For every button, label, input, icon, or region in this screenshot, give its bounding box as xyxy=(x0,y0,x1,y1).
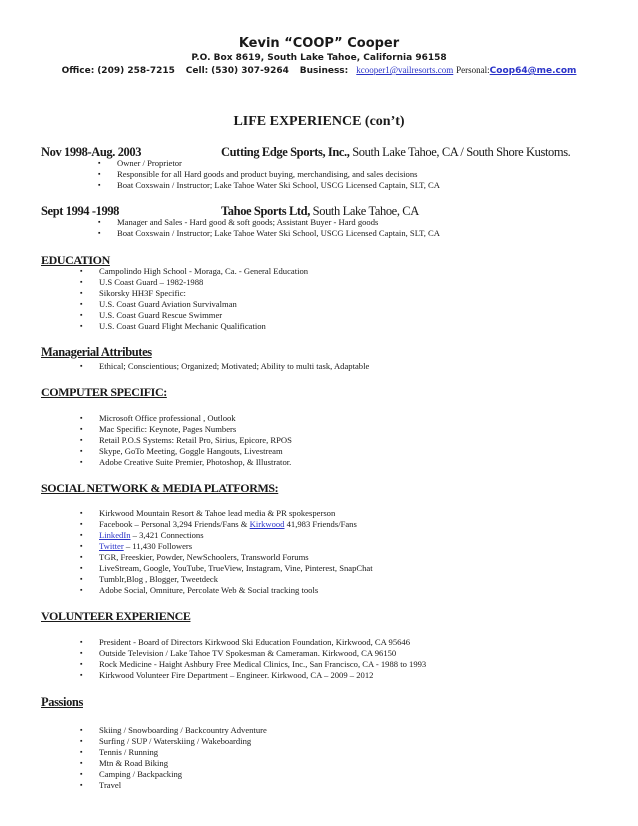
bullet-icon: ▪ xyxy=(80,649,83,657)
bullet-icon: ▪ xyxy=(80,737,83,745)
bullet-icon: ▪ xyxy=(80,671,83,679)
list-item: ▪ Boat Coxswain / Instructor; Lake Tahoe Water Ski School, USCG Licensed Captain, SLT, CA xyxy=(98,228,440,238)
bullet-icon: ▪ xyxy=(80,289,83,297)
bullet-icon: ▪ xyxy=(80,531,83,539)
bullet-icon: ▪ xyxy=(80,586,83,594)
list-item: ▪ Travel xyxy=(80,780,122,790)
bullet-icon: ▪ xyxy=(80,564,83,572)
list-item: ▪ Outside Television / Lake Tahoe TV Spokesman & Cameraman. Kirkwood, CA 96150 xyxy=(80,648,397,658)
bullet-icon: ▪ xyxy=(80,425,83,433)
cell-phone: (530) 307-9264 xyxy=(211,66,289,76)
list-item: ▪ Kirkwood Mountain Resort & Tahoe lead media & PR spokesperson xyxy=(80,508,336,518)
bullet-icon: ▪ xyxy=(80,322,83,330)
bullet-icon: ▪ xyxy=(98,181,101,189)
job-dates: Nov 1998-Aug. 2003 xyxy=(41,145,142,159)
list-item: ▪ Ethical; Conscientious; Organized; Motivated; Ability to multi task, Adaptable xyxy=(80,361,370,371)
list-item: ▪ Retail P.O.S Systems: Retail Pro, Sirius, Epicore, RPOS xyxy=(80,435,292,445)
bullet-icon: ▪ xyxy=(80,781,83,789)
bullet-icon: ▪ xyxy=(80,300,83,308)
education-heading: EDUCATION xyxy=(41,253,110,267)
job-company: Tahoe Sports Ltd, xyxy=(221,204,310,218)
office-phone: (209) 258-7215 xyxy=(97,66,175,76)
managerial-heading: Managerial Attributes xyxy=(41,345,152,359)
list-item: ▪ U.S Coast Guard – 1982-1988 xyxy=(80,277,204,287)
list-item: ▪ Tennis / Running xyxy=(80,747,159,757)
bullet-icon: ▪ xyxy=(80,447,83,455)
bullet-icon: ▪ xyxy=(80,414,83,422)
list-item: ▪ Adobe Creative Suite Premier, Photoshop, & Illustrator. xyxy=(80,457,292,467)
bullet-icon: ▪ xyxy=(80,542,83,550)
bullet-icon: ▪ xyxy=(80,660,83,668)
twitter-link[interactable]: Twitter xyxy=(99,541,124,551)
list-item: ▪ U.S. Coast Guard Rescue Swimmer xyxy=(80,310,223,320)
list-item: ▪ Manager and Sales - Hard good & soft goods; Assistant Buyer - Hard goods xyxy=(98,217,379,227)
list-item: ▪ Mac Specific: Keynote, Pages Numbers xyxy=(80,424,237,434)
address-line: P.O. Box 8619, South Lake Tahoe, California 96158 xyxy=(191,53,447,63)
office-label: Office: xyxy=(61,66,95,76)
volunteer-heading: VOLUNTEER EXPERIENCE xyxy=(41,609,191,623)
list-item: ▪ TGR, Freeskier, Powder, NewSchoolers, Transworld Forums xyxy=(80,552,309,562)
job-dates: Sept 1994 -1998 xyxy=(41,204,120,218)
list-item: ▪ Kirkwood Volunteer Fire Department – Engineer. Kirkwood, CA – 2009 – 2012 xyxy=(80,670,374,680)
bullet-icon: ▪ xyxy=(98,229,101,237)
resume-name: Kevin “COOP” Cooper xyxy=(238,36,400,51)
bullet-icon: ▪ xyxy=(80,770,83,778)
contact-line xyxy=(0,65,638,76)
computer-heading: COMPUTER SPECIFIC: xyxy=(41,385,167,399)
job-location: South Lake Tahoe, CA / South Shore Kustoms. xyxy=(349,145,571,159)
list-item: ▪ LinkedIn – 3,421 Connections xyxy=(80,530,204,540)
list-item: ▪ LiveStream, Google, YouTube, TrueView, Instagram, Vine, Pinterest, SnapChat xyxy=(80,563,373,573)
business-label: Business: xyxy=(299,66,349,76)
bullet-icon: ▪ xyxy=(80,267,83,275)
bullet-icon: ▪ xyxy=(80,509,83,517)
list-item: ▪ Owner / Proprietor xyxy=(98,158,182,168)
kirkwood-facebook-link[interactable]: Kirkwood xyxy=(249,519,285,529)
list-item: ▪ Tumblr,Blog , Blogger, Tweetdeck xyxy=(80,574,219,584)
social-heading: SOCIAL NETWORK & MEDIA PLATFORMS: xyxy=(41,481,279,495)
list-item: ▪ Adobe Social, Omniture, Percolate Web & Social tracking tools xyxy=(80,585,319,595)
bullet-icon: ▪ xyxy=(80,458,83,466)
list-item: ▪ Facebook – Personal 3,294 Friends/Fans & Kirkwood 41,983 Friends/Fans xyxy=(80,519,357,529)
bullet-icon: ▪ xyxy=(80,436,83,444)
bullet-icon: ▪ xyxy=(98,170,101,178)
list-item: ▪ Surfing / SUP / Waterskiing / Wakeboarding xyxy=(80,736,252,746)
list-item: ▪ Camping / Backpacking xyxy=(80,769,183,779)
list-item: ▪ Mtn & Road Biking xyxy=(80,758,168,768)
bullet-icon: ▪ xyxy=(80,575,83,583)
bullet-icon: ▪ xyxy=(80,362,83,370)
list-item: ▪ Rock Medicine - Haight Ashbury Free Medical Clinics, Inc., San Francisco, CA - 1988 to 1993 xyxy=(80,659,427,669)
list-item: ▪ U.S. Coast Guard Aviation Survivalman xyxy=(80,299,237,309)
personal-email-link[interactable]: Coop64@me.com xyxy=(489,66,577,76)
list-item: ▪ Microsoft Office professional , Outlook xyxy=(80,413,236,423)
list-item: ▪ Campolindo High School - Moraga, Ca. - General Education xyxy=(80,266,309,276)
list-item: ▪ Sikorsky HH3F Specific: xyxy=(80,288,186,298)
life-experience-title: LIFE EXPERIENCE (con’t) xyxy=(233,114,405,129)
list-item: ▪ U.S. Coast Guard Flight Mechanic Qualification xyxy=(80,321,266,331)
cell-label: Cell: xyxy=(185,66,209,76)
list-item: ▪ Boat Coxswain / Instructor; Lake Tahoe Water Ski School, USCG Licensed Captain, SLT, CA xyxy=(98,180,440,190)
job-location: South Lake Tahoe, CA xyxy=(309,204,419,218)
bullet-icon: ▪ xyxy=(80,278,83,286)
list-item: ▪ Skype, GoTo Meeting, Goggle Hangouts, Livestream xyxy=(80,446,283,456)
list-item: ▪ President - Board of Directors Kirkwood Ski Education Foundation, Kirkwood, CA 95646 xyxy=(80,637,411,647)
bullet-icon: ▪ xyxy=(80,726,83,734)
bullet-icon: ▪ xyxy=(80,553,83,561)
list-item: ▪ Twitter – 11,430 Followers xyxy=(80,541,193,551)
bullet-icon: ▪ xyxy=(98,218,101,226)
bullet-icon: ▪ xyxy=(80,759,83,767)
list-item: ▪ Skiing / Snowboarding / Backcountry Adventure xyxy=(80,725,267,735)
bullet-icon: ▪ xyxy=(80,311,83,319)
passions-heading: Passions xyxy=(41,695,83,709)
linkedin-link[interactable]: LinkedIn xyxy=(99,530,131,540)
business-email-link[interactable]: kcooper1@vailresorts.com xyxy=(356,65,454,75)
list-item: ▪ Responsible for all Hard goods and product buying, merchandising, and sales decisions xyxy=(98,169,418,179)
personal-label: Personal: xyxy=(456,65,490,75)
bullet-icon: ▪ xyxy=(80,748,83,756)
bullet-icon: ▪ xyxy=(80,520,83,528)
job-company: Cutting Edge Sports, Inc., xyxy=(221,145,350,159)
bullet-icon: ▪ xyxy=(80,638,83,646)
bullet-icon: ▪ xyxy=(98,159,101,167)
